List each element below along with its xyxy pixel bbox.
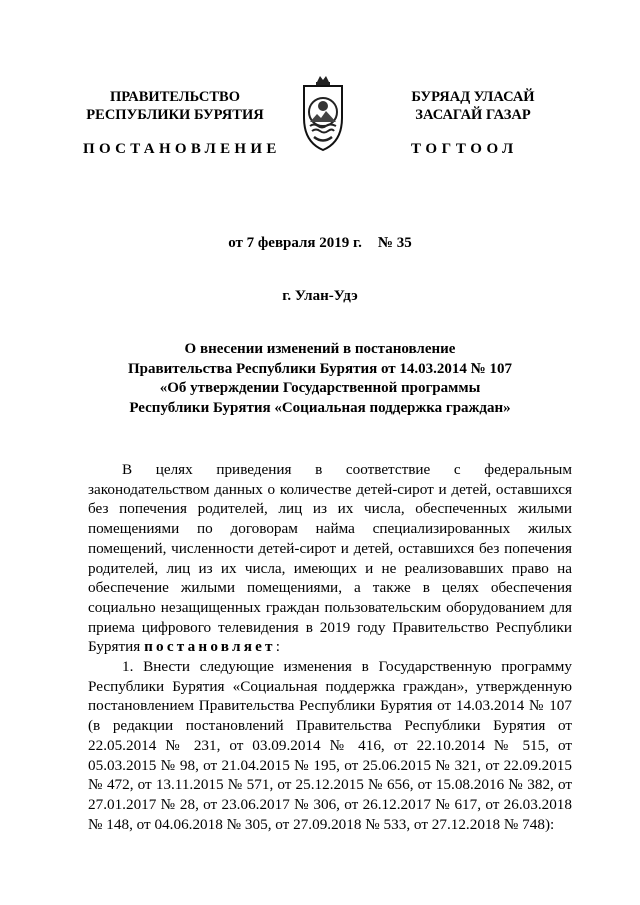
header-left-block <box>80 88 270 124</box>
clause-1-paragraph: 1. Внести следующие изменения в Государственную программу Республики Бурятия «Социальная поддержка граждан», утвержденную постановлением Правительства Республики Бурятия от 14.03.2014 № 107 (в редакции постановлений Правительства Республики Бурятия от 22.05.2014 № 231, от 03.09.2014 № 416, от 22.10.2014 № 515, от 05.03.2015 № 98, от 21.04.2015 № 195, от 25.06.2015 № 321, от 22.09.2015 № 472, от 13.11.2015 № 571, от 25.12.2015 № 656, от 15.08.2016 № 382, от 27.01.2017 № 28, от 23.06.2017 № 306, от 26.12.2017 № 617, от 26.03.2018 № 148, от 04.06.2018 № 305, от 27.09.2018 № 533, от 27.12.2018 № 748): <box>88 658 572 833</box>
coat-of-arms-icon <box>300 74 346 152</box>
header-right-block <box>378 88 568 124</box>
preamble-paragraph <box>88 460 572 657</box>
document-number: № 35 <box>377 235 412 251</box>
title-line-3: «Об утверждении Государственной программы <box>159 380 481 396</box>
header-right-line1: БУРЯАД УЛАСАЙ <box>411 89 535 105</box>
title-line-4: Республики Бурятия «Социальная поддержка граждан» <box>129 399 511 416</box>
document-date-line <box>0 235 640 252</box>
document-date: от 7 февраля 2019 г. <box>228 235 362 251</box>
decree-word: постановляет <box>144 638 276 656</box>
document-city: г. Улан-Удэ <box>282 288 358 304</box>
header-right-line2: ЗАСАГАЙ ГАЗАР <box>415 107 531 123</box>
header-left-line2: РЕСПУБЛИКИ БУРЯТИЯ <box>86 107 264 123</box>
doc-type-buryat: ТОГТООЛ <box>411 141 518 157</box>
title-line-2: Правительства Республики Бурятия от 14.03.2014 № 107 <box>127 360 512 377</box>
title-line-1: О внесении изменений в постановление <box>184 341 456 357</box>
decree-colon: : <box>275 638 280 656</box>
document-title <box>60 340 580 418</box>
preamble-text: В целях приведения в соответствие с федеральным законодательством данных о количестве детей-сирот и детей, оставшихся без попечения родителей, лиц из их числа, обеспеченных жилыми помещениями по договорам найма специализированных жилых помещений, численности детей-сирот и детей, оставшихся без попечения родителей, лиц из их числа, имеющих и не реализовавших право на обеспечение жилыми помещениями, а также в целях обеспечения социально незащищенных граждан пользовательским оборудованием для приема цифрового телевидения в 2019 году Правительство Республики Бурятия <box>88 461 572 656</box>
header-left-line1: ПРАВИТЕЛЬСТВО <box>110 89 240 105</box>
doc-type-russian: ПОСТАНОВЛЕНИЕ <box>83 141 281 157</box>
